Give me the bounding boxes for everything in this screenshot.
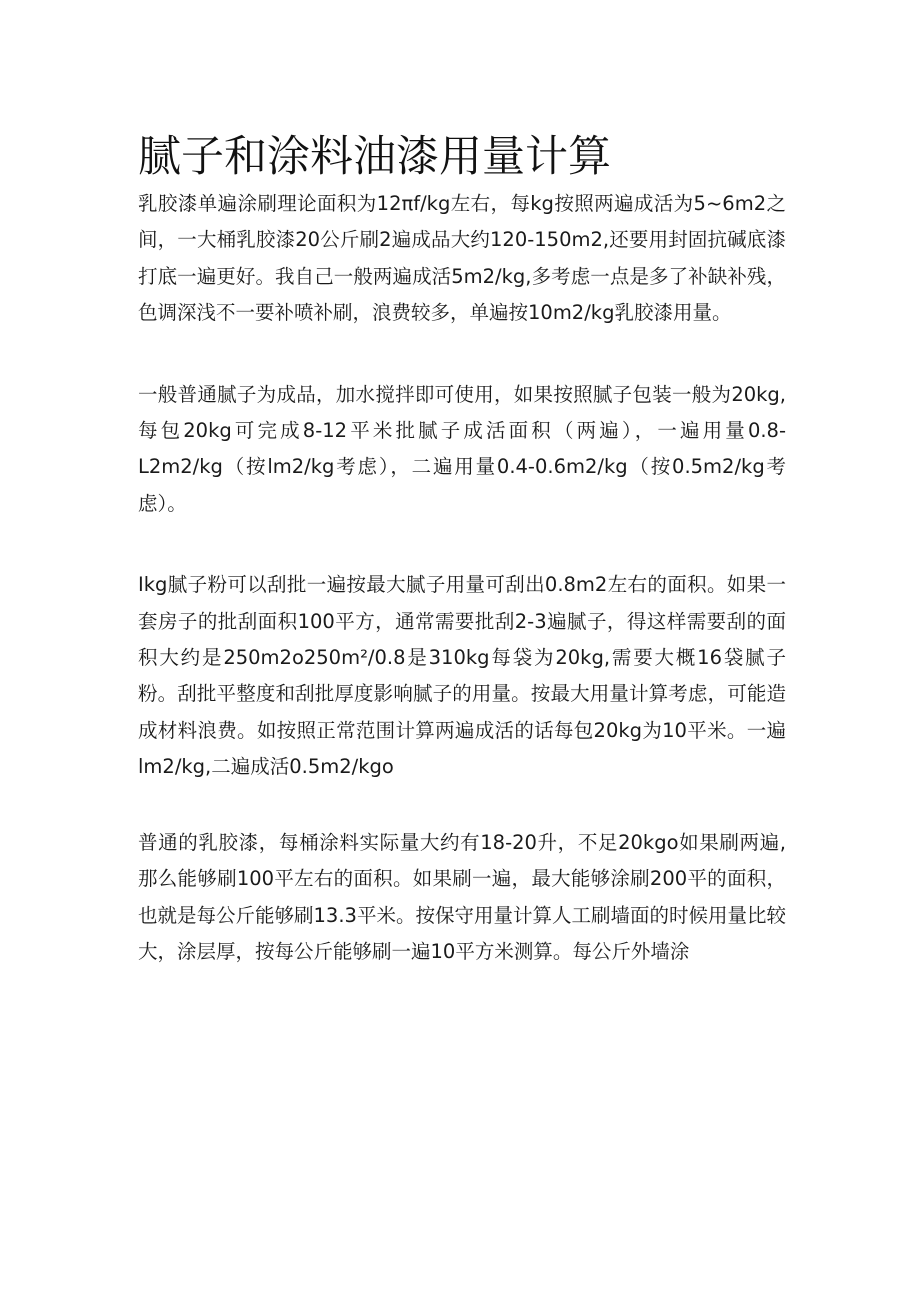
paragraph-putty-powder: Ikg腻子粉可以刮批一遍按最大腻子用量可刮出0.8m2左右的面积。如果一套房子的批刮面积100平方，通常需要批刮2-3遍腻子，得这样需要刮的面积大约是250m2o250m²/0.8是310kg每袋为20kg,需要大概16袋腻子粉。刮批平整度和刮批厚度影响腻子的用量。按最大用量计算考虑，可能造成材料浪费。如按照正常范围计算两遍成活的话每包20kg为10平米。一遍lm2/kg,二遍成活0.5m2∕kgo bbox=[138, 573, 786, 779]
paragraph-latex-bucket: 普通的乳胶漆，每桶涂料实际量大约有18-20升，不足20kgo如果刷两遍,那么能够刷100平左右的面积。如果刷一遍，最大能够涂刷200平的面积，也就是每公斤能够刷13.3平米。按保守用量计算人工刷墙面的时候用量比较大，涂层厚，按每公斤能够刷一遍10平方米测算。每公斤外墙涂 bbox=[138, 830, 786, 963]
paragraph-putty-usage: 一般普通腻子为成品，加水搅拌即可使用，如果按照腻子包装一般为20kg,每包20kg可完成8-12平米批腻子成活面积（两遍），一遍用量0.8-L2m2/kg（按lm2/kg考虑），二遍用量0.4-0.6m2/kg（按0.5m2∕kg考虑）。 bbox=[138, 382, 786, 515]
paragraph-spacer bbox=[138, 786, 786, 825]
paragraph-spacer bbox=[138, 522, 786, 567]
document-title: 腻子和涂料油漆用量计算 bbox=[138, 132, 611, 182]
paragraph-spacer bbox=[138, 332, 786, 377]
paragraph-latex-paint: 乳胶漆单遍涂刷理论面积为12πf/kg左右，每kg按照两遍成活为5~6m2之间，一大桶乳胶漆20公斤刷2遍成品大约120-150m2,还要用封固抗碱底漆打底一遍更好。我自己一般两遍成活5m2/kg,多考虑一点是多了补缺补残，色调深浅不一要补喷补刷，浪费较多，单遍按10m2/kg乳胶漆用量。 bbox=[138, 192, 786, 325]
document-body bbox=[138, 128, 786, 970]
